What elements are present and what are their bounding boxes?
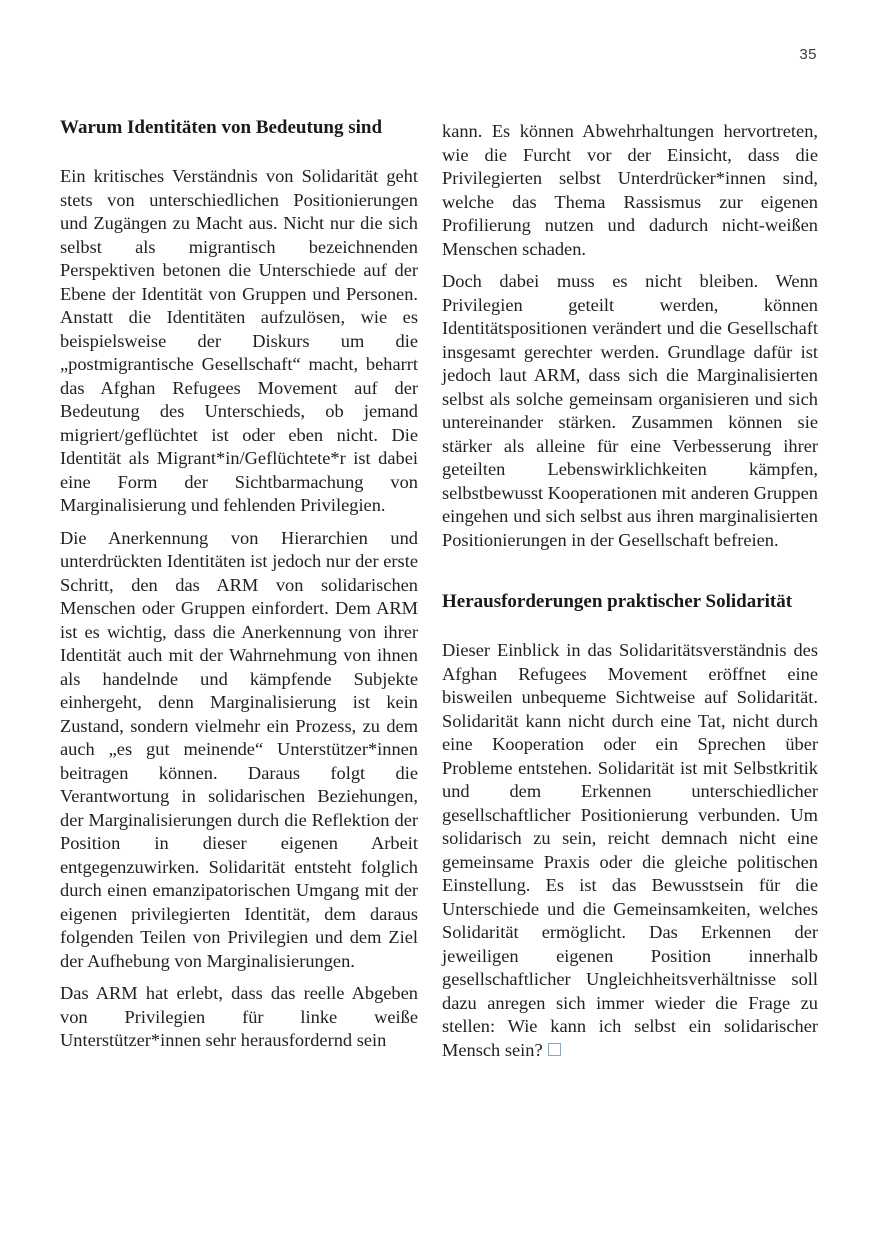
section-heading-identitaeten: Warum Identitäten von Bedeutung sind (60, 117, 383, 138)
paragraph-with-end-marker (442, 639, 818, 1062)
paragraph: Das ARM hat erlebt, dass das reelle Abgeben von Privilegien für linke weiße Unterstützer*innen sehr herausfordernd sein (60, 983, 418, 1050)
paragraph: kann. Es können Abwehrhaltungen hervortreten, wie die Furcht vor der Einsicht, dass die Privilegierten selbst Unterdrücker*innen sind, welche das Thema Rassismus zur eigenen Profilierung nutzen und dadurch nicht-weißen Menschen schaden. (442, 121, 818, 259)
left-column (60, 116, 418, 1071)
end-of-article-marker (548, 1043, 561, 1056)
right-column (442, 116, 818, 1071)
two-column-text-block (60, 116, 818, 1071)
paragraph: Doch dabei muss es nicht bleiben. Wenn Privilegien geteilt werden, können Identitätspositionen verändert und die Gesellschaft insgesamt gerechter werden. Grundlage dafür ist jedoch laut ARM, dass sich die Marginalisierten selbst als solche gemeinsam organisieren und sich untereinander stärken. Zusammen können sie stärker als alleine für eine Verbesserung ihrer geteilten Lebenswirklichkeiten kämpfen, selbstbewusst Kooperationen mit anderen Gruppen eingehen und sich selbst aus ihren marginalisierten Positionierungen in der Gesellschaft befreien. (442, 271, 818, 550)
paragraph: Ein kritisches Verständnis von Solidarität geht stets von unterschiedlichen Positionierungen und Zugängen zu Macht aus. Nicht nur die sich selbst als migrantisch bezeichnenden Perspektiven betonen die Unterschiede auf der Ebene der Identität von Gruppen und Personen. Anstatt die Identitäten aufzulösen, wie es beispielsweise der Diskurs um die „postmigrantische Gesellschaft“ macht, beharrt das Afghan Refugees Movement auf der Bedeutung des Unterschieds, ob jemand migriert/geflüchtet ist oder eben nicht. Die Identität als Migrant*in/Geflüchtete*r ist dabei eine Form der Sichtbarmachung von Marginalisierung und fehlenden Privilegien. (60, 166, 418, 515)
paragraph-text: Dieser Einblick in das Solidaritätsverständnis des Afghan Refugees Movement eröffnet eine bisweilen unbequeme Sichtweise auf Solidarität. Solidarität kann nicht durch eine Tat, nicht durch eine Kooperation oder ein Sprechen über Probleme entstehen. Solidarität ist mit Selbstkritik und dem Erkennen unterschiedlicher gesellschaftlicher Positionierung verbunden. Um solidarisch zu sein, reicht demnach nicht eine gemeinsame Praxis oder die gleiche politischen Einstellung. Es ist das Bewusstsein für die Unterschiede und die Gemeinsamkeiten, welches Solidarität ermöglicht. Das Erkennen der jeweiligen eigenen Position innerhalb gesellschaftlicher Ungleichheitsverhältnisse soll dazu anregen sich immer wieder die Frage zu stellen: Wie kann ich selbst ein solidarischer Mensch sein? (442, 640, 818, 1060)
section-heading-herausforderungen: Herausforderungen praktischer Solidarität (442, 591, 793, 612)
page-number: 35 (799, 46, 817, 63)
paragraph: Die Anerkennung von Hierarchien und unterdrückten Identitäten ist jedoch nur der erste Schritt, den das ARM von solidarischen Menschen oder Gruppen einfordert. Dem ARM ist es wichtig, dass die Anerkennung von ihrer Identität auch mit der Wahrnehmung von ihnen als handelnde und kämpfende Subjekte einhergeht, denn Marginalisierung ist kein Zustand, sondern vielmehr ein Prozess, zu dem auch „es gut meinende“ Unterstützer*innen beitragen können. Daraus folgt die Verantwortung in solidarischen Beziehungen, der Marginalisierungen durch die Reflektion der Position in dieser eigenen Arbeit entgegenzuwirken. Solidarität entsteht folglich durch einen emanzipatorischen Umgang mit der eigenen privilegierten Identität, dem daraus folgenden Teilen von Privilegien und dem Ziel der Aufhebung von Marginalisierungen. (60, 527, 418, 971)
